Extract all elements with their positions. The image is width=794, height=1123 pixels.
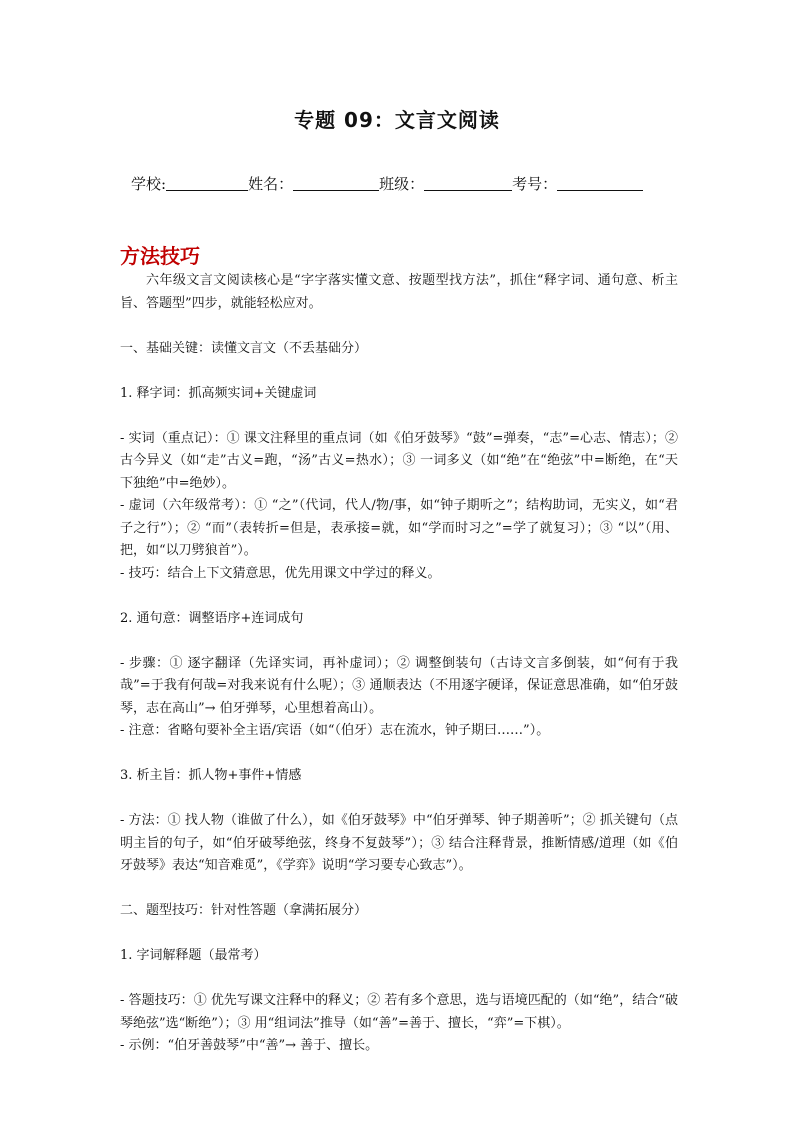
list-item: - 注意：省略句要补全主语/宾语（如“（伯牙）志在流水，钟子期曰……”）。: [120, 723, 550, 738]
list-item: - 虚词（六年级常考）：① “之”（代词，代人/物/事，如“钟子期听之”；结构助词，无实义，如“君子之行”）；② “而”（表转折=但是，表承接=就，如“学而时习之”=学了就复习）；③ “以”（用、把，如“以刀劈狼首”）。: [120, 498, 678, 558]
page-title: 专题 09：文言文阅读: [294, 108, 500, 132]
name-blank[interactable]: [293, 176, 379, 191]
class-label: 班级：: [379, 175, 425, 193]
part1-heading: 一、基础关键：读懂文言文（不丢基础分）: [120, 340, 368, 356]
name-label: 姓名：: [248, 175, 294, 193]
subsection-heading: 1. 字词解释题（最常考）: [120, 948, 267, 963]
exam-number-label: 考号：: [512, 175, 558, 193]
student-info-line: [131, 173, 691, 194]
part2-heading: 二、题型技巧：针对性答题（拿满拓展分）: [120, 903, 368, 918]
subsection-heading: 1. 释字词：抓高频实词+关键虚词: [120, 385, 317, 401]
section-heading: 方法技巧: [120, 244, 200, 268]
list-item: - 示例：“伯牙善鼓琴”中“善”→ 善于、擅长。: [120, 1038, 379, 1053]
list-item: - 方法：① 找人物（谁做了什么），如《伯牙鼓琴》中“伯牙弹琴、钟子期善听”；② 抓关键句（点明主旨的句子，如“伯牙破琴绝弦，终身不复鼓琴”）；③ 结合注释背景，推断情感/道理（如《伯牙鼓琴》表达“知音难觅”，《学弈》说明“学习要专心致志”）。: [120, 813, 678, 873]
list-item: - 答题技巧：① 优先写课文注释中的释义；② 若有多个意思，选与语境匹配的（如“绝”，结合“破琴绝弦”选“断绝”）；③ 用“组词法”推导（如“善”=善于、擅长，“弈”=下棋）。: [120, 993, 678, 1031]
content-body: [120, 270, 678, 1058]
school-label: 学校:: [131, 175, 167, 193]
subsection-heading: 3. 析主旨：抓人物+事件+情感: [120, 768, 302, 783]
intro-paragraph: 六年级文言文阅读核心是“字字落实懂文意、按题型找方法”，抓住“释字词、通句意、析主旨、答题型”四步，就能轻松应对。: [120, 273, 678, 311]
list-item: - 技巧：结合上下文猜意思，优先用课文中学过的释义。: [120, 565, 441, 581]
exam-number-blank[interactable]: [557, 176, 643, 191]
list-item: - 实词（重点记）：① 课文注释里的重点词（如《伯牙鼓琴》“鼓”=弹奏，“志”=心志、情志）；② 古今异义（如“走”古义=跑，“汤”古义=热水）；③ 一词多义（如“绝”在“绝弦”中=断绝，在“天下独绝”中=绝妙）。: [120, 430, 678, 491]
class-blank[interactable]: [424, 176, 512, 191]
subsection-heading: 2. 通句意：调整语序+连词成句: [120, 610, 304, 626]
school-blank[interactable]: [166, 176, 248, 191]
list-item: - 步骤：① 逐字翻译（先译实词，再补虚词）；② 调整倒装句（古诗文言多倒装，如“何有于我哉”=于我有何哉=对我来说有什么呢）；③ 通顺表达（不用逐字硬译，保证意思准确，如“伯牙鼓琴，志在高山”→ 伯牙弹琴，心里想着高山）。: [120, 655, 678, 716]
